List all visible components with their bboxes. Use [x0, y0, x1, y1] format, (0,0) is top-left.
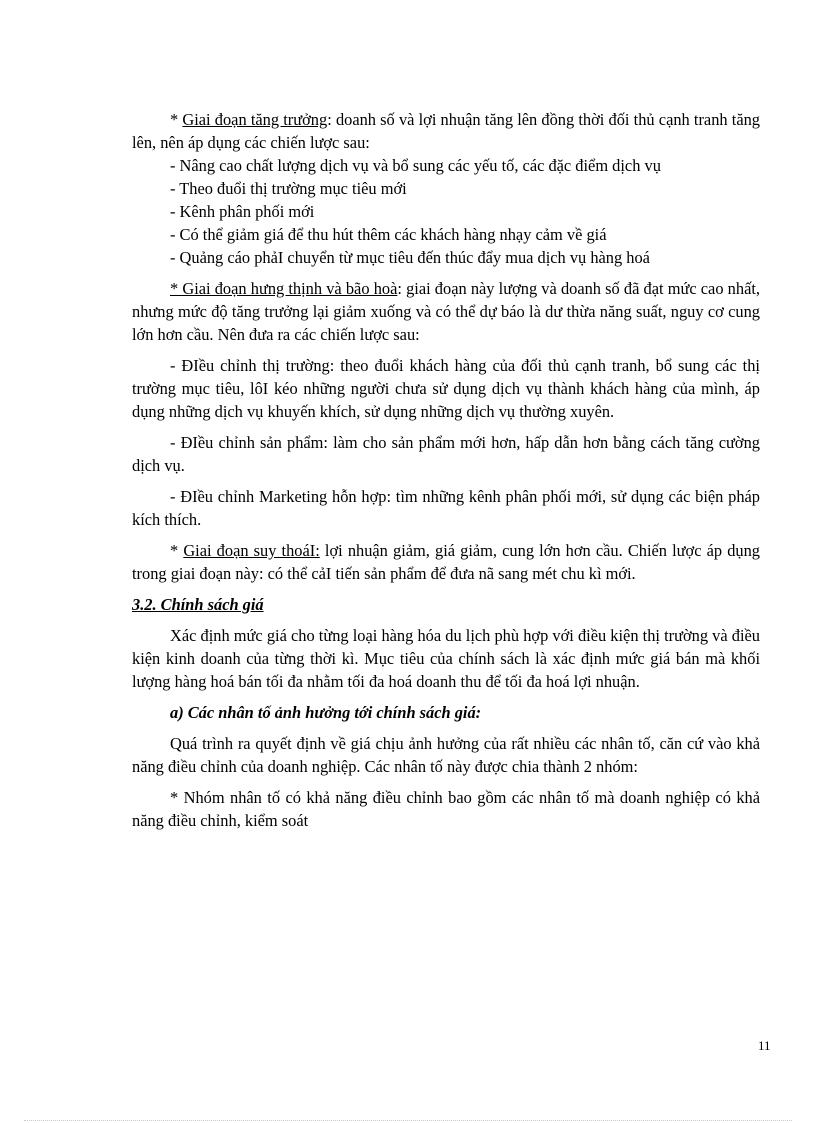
pricing-intro-paragraph: Xác định mức giá cho từng loại hàng hóa du lịch phù hợp với điều kiện thị trường và điều kiện kinh doanh của từng thời kì. Mục tiêu của chính sách là xác định mức giá bán mà khối lượng hàng hoá bán tối đa nhằm tối đa hoá doanh thu để tối đa hoá lợi nhuận. — [132, 626, 760, 691]
page-divider — [24, 1120, 792, 1121]
list-item: - Theo đuổi thị trường mục tiêu mới — [170, 179, 407, 198]
market-adjustment-paragraph: - ĐIều chỉnh thị trường: theo đuổi khách hàng của đối thủ cạnh tranh, bổ sung các thị trường mục tiêu, lôI kéo những người chưa sử dụng dịch vụ thành khách hàng của mình, áp dụng những dịch vụ khuyến khích, sử dụng những dịch vụ thường xuyên. — [132, 356, 760, 421]
adjustable-factors-paragraph: * Nhóm nhân tố có khả năng điều chỉnh bao gồm các nhân tố mà doanh nghiệp có khả năng điều chỉnh, kiểm soát — [132, 788, 760, 830]
product-adjustment-paragraph: - ĐIều chỉnh sản phẩm: làm cho sản phẩm mới hơn, hấp dẫn hơn bằng cách tăng cường dịch vụ. — [132, 433, 760, 475]
subsection-heading: a) Các nhân tố ảnh hưởng tới chính sách giá: — [170, 703, 482, 722]
list-item: - Nâng cao chất lượng dịch vụ và bổ sung các yếu tố, các đặc điểm dịch vụ — [170, 156, 661, 175]
growth-stage-paragraph: * Giai đoạn tăng trưởng: doanh số và lợi nhuận tăng lên đồng thời đối thủ cạnh tranh tăng lên, nên áp dụng các chiến lược sau: — [132, 110, 761, 152]
section-heading: 3.2. Chính sách giá — [132, 595, 264, 614]
growth-stage-title: Giai đoạn tăng trưởng — [182, 110, 328, 129]
page-number: 11 — [758, 1038, 771, 1053]
factors-paragraph: Quá trình ra quyết định về giá chịu ảnh hưởng của rất nhiều các nhân tố, căn cứ vào khả năng điều chỉnh của doanh nghiệp. Các nhân tố này được chia thành 2 nhóm: — [132, 734, 760, 776]
list-item: - Kênh phân phối mới — [170, 202, 315, 221]
list-item: - Có thể giảm giá để thu hút thêm các khách hàng nhạy cảm về giá — [170, 225, 607, 244]
document-page — [132, 108, 760, 832]
decline-stage-title: Giai đoạn suy thoáI: — [183, 541, 320, 560]
marketing-adjustment-paragraph: - ĐIều chỉnh Marketing hỗn hợp: tìm những kênh phân phối mới, sử dụng các biện pháp kích thích. — [132, 487, 760, 529]
list-item: - Quảng cáo phảI chuyển từ mục tiêu đến thúc đẩy mua dịch vụ hàng hoá — [170, 248, 650, 267]
decline-stage-paragraph: * Giai đoạn suy thoáI: lợi nhuận giảm, giá giảm, cung lớn hơn cầu. Chiến lược áp dụng trong giai đoạn này: có thể cảI tiến sản phẩm để đưa nã sang mét chu kì mới. — [132, 541, 760, 583]
maturity-stage-title: * Giai đoạn hưng thịnh và bão hoà — [170, 279, 398, 298]
maturity-stage-paragraph: * Giai đoạn hưng thịnh và bão hoà: giai đoạn này lượng và doanh số đã đạt mức cao nhất, nhưng mức độ tăng trưởng lại giảm xuống và có thể dự báo là dư thừa năng suất, nguy cơ cung lớn hơn cầu. Nên đưa ra các chiến lược sau: — [132, 279, 760, 344]
